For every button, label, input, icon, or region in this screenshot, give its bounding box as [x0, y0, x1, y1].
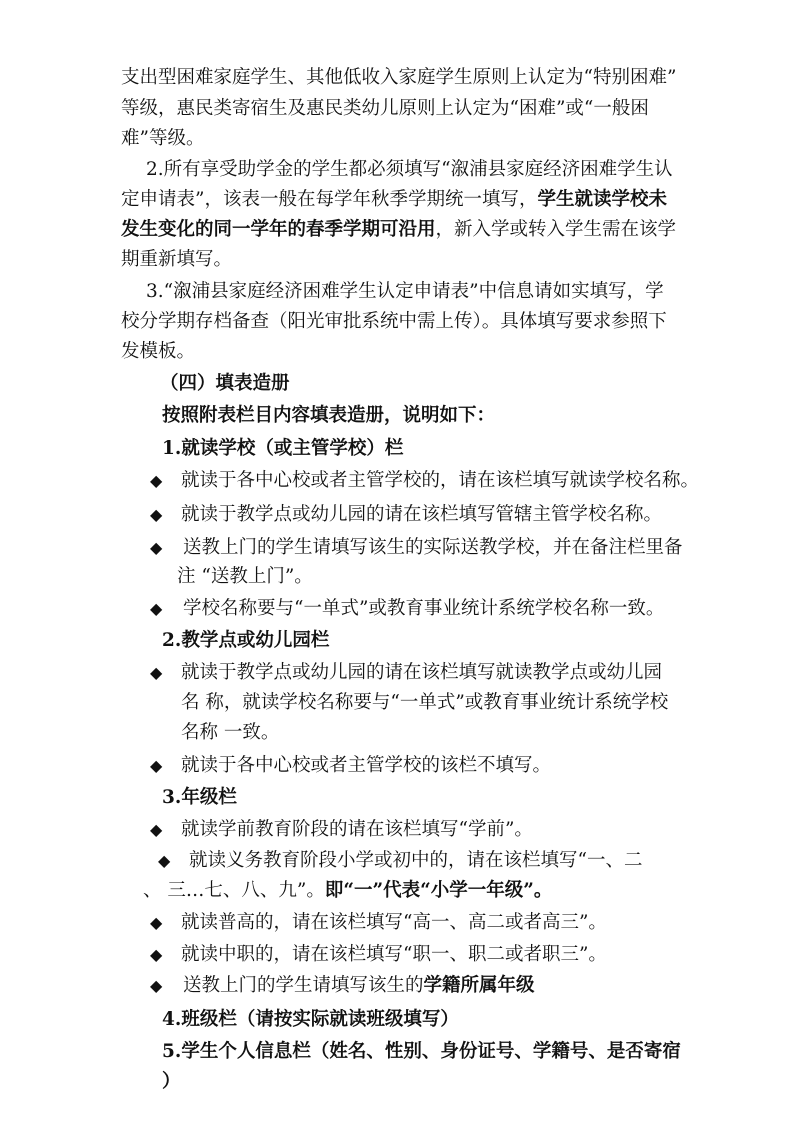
para3-line2: 校分学期存档备查（阳光审批系统中需上传）。具体填写要求参照下	[121, 311, 667, 332]
heading-1: 1.就读学校（或主管学校）栏	[162, 438, 404, 459]
item-3b-line2	[143, 876, 552, 906]
item-3e-normal: 送教上门的学生请填写该生的	[183, 975, 424, 996]
heading-3: 3.年级栏	[162, 787, 237, 808]
section-intro: 按照附表栏目内容填表造册，说明如下：	[162, 405, 496, 426]
diamond-bullet-icon: ◆	[150, 538, 163, 557]
para3-line3: 发模板。	[121, 341, 196, 362]
diamond-bullet-icon: ◆	[150, 976, 163, 995]
section-heading: （四）填表造册	[160, 373, 290, 394]
diamond-bullet-icon: ◆	[150, 471, 163, 490]
item-3b-line2-normal: 、 三…七、八、九”。	[143, 880, 325, 901]
item-2a-line3: 名称 一致。	[181, 722, 280, 743]
diamond-bullet-icon: ◆	[150, 663, 163, 682]
item-3e	[183, 971, 535, 1001]
diamond-bullet-icon: ◆	[150, 756, 163, 775]
para2-line2	[121, 185, 667, 215]
para1-line1: 支出型困难家庭学生、其他低收入家庭学生原则上认定为“特别困难”	[121, 67, 677, 88]
diamond-bullet-icon: ◆	[150, 913, 163, 932]
item-3b-line2-bold: 即“一”代表“小学一年级”。	[324, 880, 553, 901]
heading-5-line1: 5.学生个人信息栏（姓名、性别、身份证号、学籍号、是否寄宿	[162, 1041, 681, 1062]
diamond-bullet-icon: ◆	[150, 820, 163, 839]
diamond-bullet-icon: ◆	[150, 599, 163, 618]
para2-line4: 期重新填写。	[121, 249, 233, 270]
para1-line2: 等级，惠民类寄宿生及惠民类幼儿原则上认定为“困难”或“一般困	[121, 98, 649, 119]
item-1a: 就读于各中心校或者主管学校的，请在该栏填写就读学校名称。	[181, 470, 700, 491]
item-3b-line1: 就读义务教育阶段小学或初中的，请在该栏填写“一、二	[189, 850, 643, 871]
item-2a-line2: 名 称，就读学校名称要与“一单式”或教育事业统计系统学校	[181, 692, 669, 713]
item-3e-bold: 学籍所属年级	[423, 975, 535, 996]
item-1b: 就读于教学点或幼儿园的请在该栏填写管辖主管学校名称。	[181, 504, 663, 525]
para2-line2-bold: 学生就读学校未	[537, 189, 667, 210]
item-3c: 就读普高的，请在该栏填写“高一、高二或者高三”。	[181, 912, 607, 933]
para2-line3-normal: ，新入学或转入学生需在该学	[435, 219, 677, 240]
item-1c-line2: 注 “送教上门”。	[177, 566, 313, 587]
item-1d: 学校名称要与“一单式”或教育事业统计系统学校名称一致。	[183, 598, 665, 619]
para2-line3	[121, 215, 676, 245]
heading-2: 2.教学点或幼儿园栏	[162, 630, 330, 651]
heading-5-line2: ）	[162, 1071, 181, 1092]
para2-line2-normal: 定申请表”，该表一般在每学年秋季学期统一填写，	[121, 189, 538, 210]
para1-line3: 难”等级。	[121, 128, 205, 149]
para2-line3-bold: 发生变化的同一学年的春季学期可沿用	[121, 219, 436, 240]
item-1c-line1: 送教上门的学生请填写该生的实际送教学校，并在备注栏里备	[183, 537, 683, 558]
item-2a-line1: 就读于教学点或幼儿园的请在该栏填写就读教学点或幼儿园	[181, 662, 663, 683]
para3-line1: 3.“溆浦县家庭经济困难学生认定申请表”中信息请如实填写，学	[146, 281, 664, 302]
item-3a: 就读学前教育阶段的请在该栏填写“学前”。	[181, 819, 533, 840]
item-3d: 就读中职的，请在该栏填写“职一、职二或者职三”。	[181, 944, 607, 965]
para2-line1: 2.所有享受助学金的学生都必须填写“溆浦县家庭经济困难学生认	[146, 159, 673, 180]
diamond-bullet-icon: ◆	[150, 505, 163, 524]
diamond-bullet-icon: ◆	[158, 851, 171, 870]
diamond-bullet-icon: ◆	[150, 945, 163, 964]
heading-4: 4.班级栏（请按实际就读班级填写）	[162, 1009, 459, 1030]
item-2b: 就读于各中心校或者主管学校的该栏不填写。	[181, 755, 552, 776]
